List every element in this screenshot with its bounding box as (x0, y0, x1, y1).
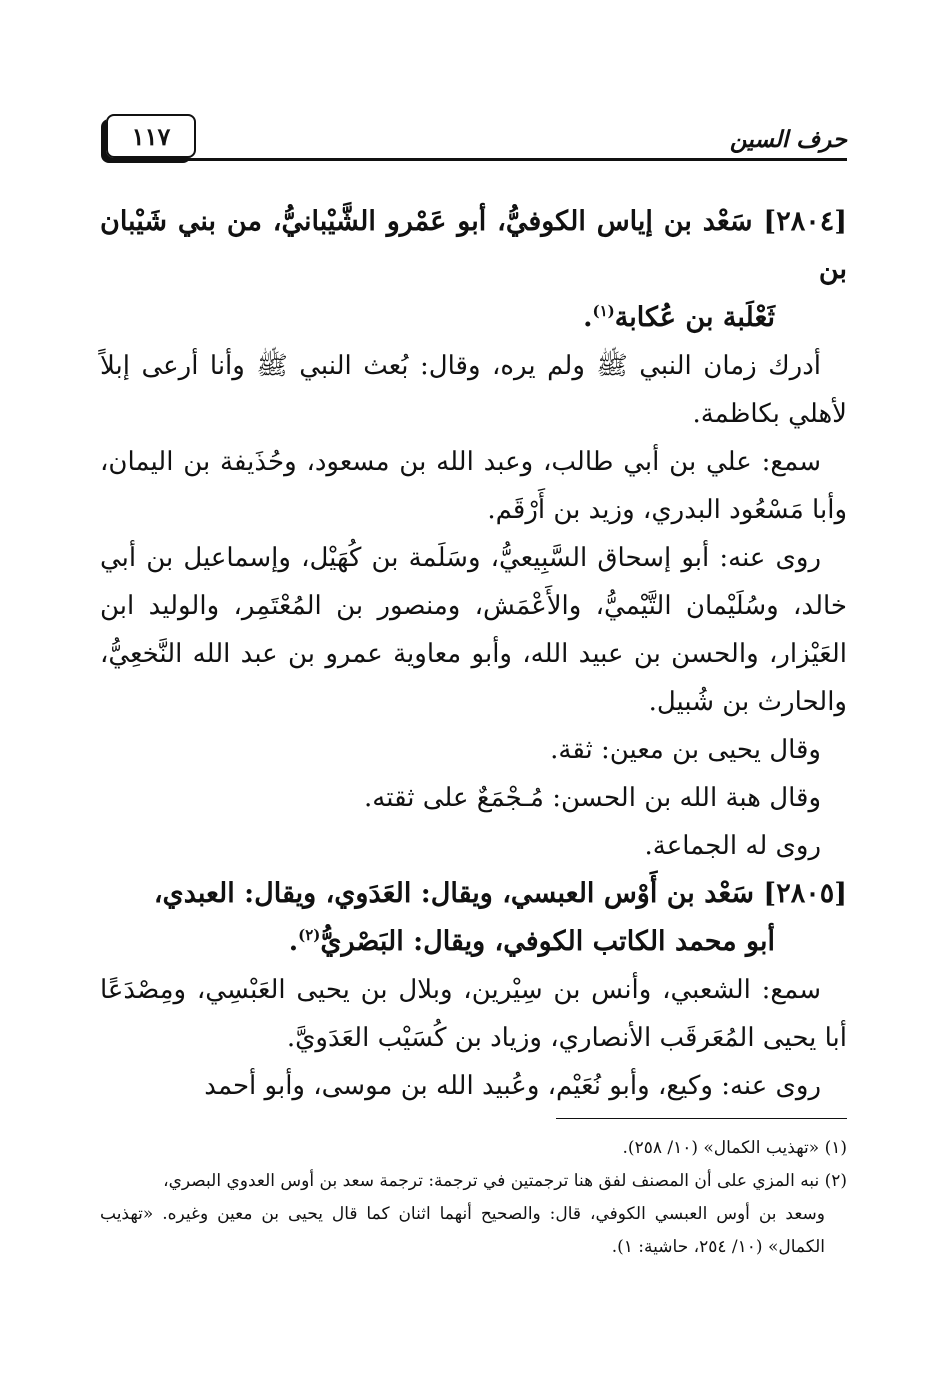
paragraph-text: روى عنه: أبو إسحاق السَّبِيعيُّ، وسَلَمة بن كُهَيْل، وإسماعيل بن (146, 543, 821, 573)
paragraph-text-cont: لأهلي بكاظمة. (692, 399, 847, 429)
footnote-1: (١) «تهذيب الكمال» (١٠/ ٢٥٨). (622, 1138, 847, 1158)
running-header-title: حرف السين (729, 126, 847, 153)
entry-heading-continued (100, 918, 847, 966)
entry-heading-continued (100, 294, 847, 342)
entry-heading (100, 198, 847, 294)
footnote-2 (100, 1165, 847, 1198)
paragraph (100, 438, 847, 534)
entry-heading-end: . (288, 926, 299, 957)
paragraph: وقال هبة الله بن الحسن: مُـجْمَعٌ على ثقته. (364, 783, 821, 813)
entry-heading-line1: [٢٨٠٤] سَعْد بن إياس الكوفيُّ، أبو عَمْرو الشَّيْبانيُّ، من بني شَيْبان بن (100, 206, 847, 285)
paragraph (100, 966, 847, 1062)
page-number-box (106, 114, 196, 158)
footnote-2-continued: وسعد بن أوس العبسي الكوفي، قال: والصحيح أنهما اثنان كما قال يحيى بن معين وغيره. «تهذيب الكمال» (١٠/ ٢٥٤، حاشية: ١). (100, 1204, 825, 1257)
paragraph (100, 534, 847, 726)
page-number: ١١٧ (131, 121, 171, 151)
paragraph-text: سمع: علي بن أبي طالب، وعبد الله بن مسعود، وحُذَيفة بن اليمان، (100, 447, 821, 477)
paragraph-text: أدرك زمان النبي ﷺ ولم يره، وقال: بُعث النبي ﷺ وأنا أرعى إبلاً (100, 351, 821, 381)
footnote-text: (٢) نبه المزي على أن المصنف لفق هنا ترجمتين في ترجمة: ترجمة سعد بن أوس العدوي البصري، (163, 1171, 847, 1191)
footnote-ref[interactable]: (٢) (298, 926, 321, 944)
entry-heading-end: . (583, 302, 593, 333)
paragraph-text-cont: أبي خالد، وسُلَيْمان التَّيْميُّ، والأَعْمَش، ومنصور بن المُعْتَمِر، والوليد ابن العَيْزار، والحسن بن عبيد الله، وأبو معاوية عمرو بن عبد الله النَّخعِيُّ، والحارث بن شُبيل. (100, 543, 847, 717)
footnote-ref[interactable]: (١) (592, 302, 615, 320)
paragraph: روى له الجماعة. (644, 831, 821, 861)
paragraph-text: سمع: الشعبي، وأنس بن سِيْرين، وبلال بن يحيى العَبْسِي، ومِصْدَعًا (100, 975, 821, 1005)
paragraph-text-cont: أبا يحيى المُعَرقَب الأنصاري، وزياد بن كُسَيْب العَدَويَّ. (286, 1023, 847, 1053)
entry-heading (100, 870, 847, 918)
entry-heading-line1: [٢٨٠٥] سَعْد بن أَوْس العبسي، ويقال: العَدَوي، ويقال: العبدي، (153, 878, 847, 909)
paragraph-text-cont: وأبا مَسْعُود البدري، وزيد بن أَرْقَم. (487, 495, 847, 525)
footnotes (100, 1132, 847, 1264)
entry-heading-line2: أبو محمد الكاتب الكوفي، ويقال: البَصْريُّ (320, 926, 775, 957)
paragraph: وقال يحيى بن معين: ثقة. (550, 735, 821, 765)
entry-heading-line2: ثَعْلَبة بن عُكابة (614, 302, 775, 333)
paragraph: روى عنه: وكيع، وأبو نُعَيْم، وعُبيد الله بن موسى، وأبو أحمد (204, 1071, 821, 1101)
paragraph (100, 342, 847, 438)
header-rule (106, 158, 847, 161)
footnote-separator (556, 1118, 847, 1119)
main-text (100, 198, 847, 1110)
